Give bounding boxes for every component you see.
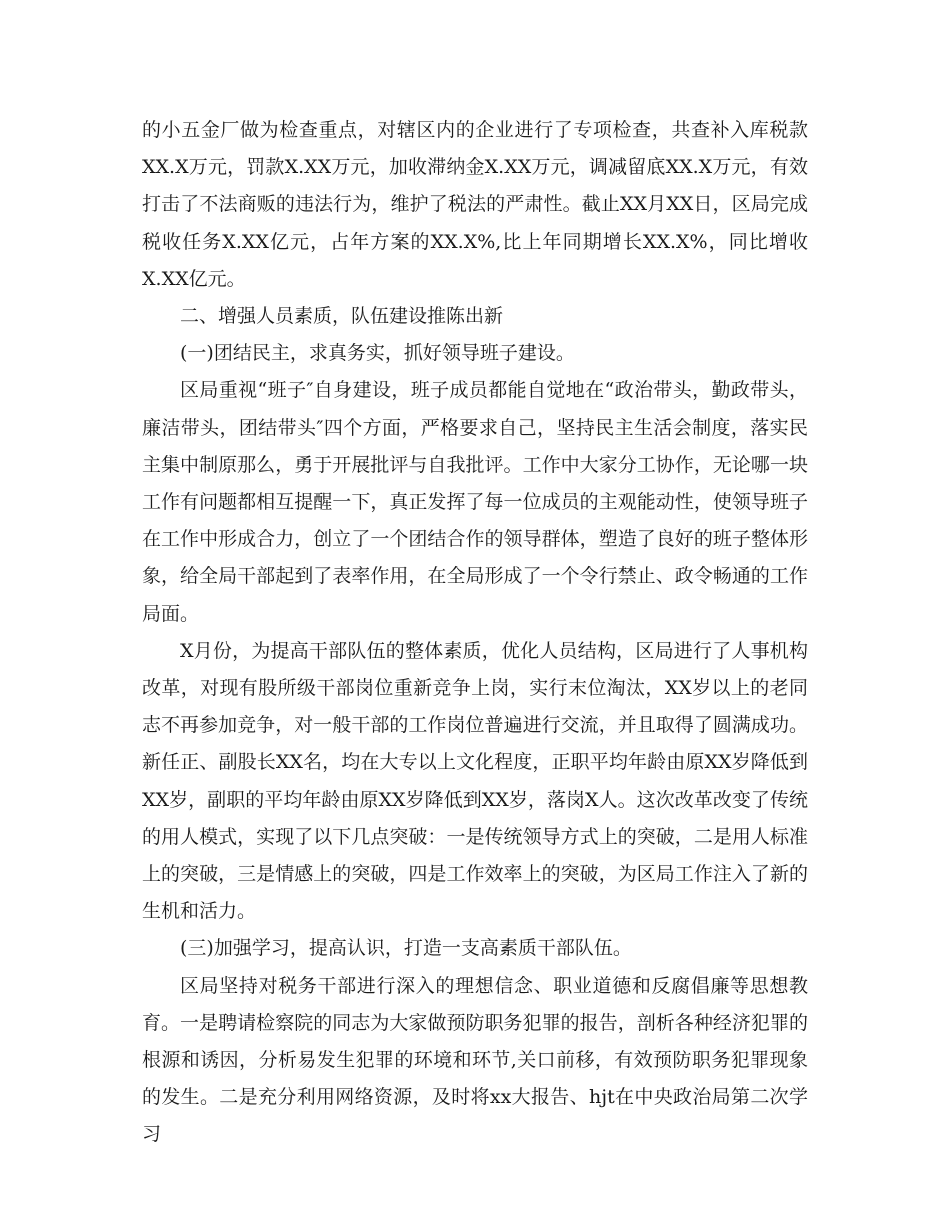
paragraph-tax-inspection: 的小五金厂做为检查重点，对辖区内的企业进行了专项检查，共查补入库税款XX.X万元，罚款X.XX万元，加收滞纳金X.XX万元，调减留底XX.X万元，有效打击了不法商贩的违法行为，维护了税法的严肃性。截止XX月XX日，区局完成税收任务X.XX亿元，占年方案的XX.X%,比上年同期增长XX.X%，同比增收X.XX亿元。 bbox=[142, 119, 808, 290]
document-body bbox=[142, 112, 808, 1154]
paragraph-education: 区局坚持对税务干部进行深入的理想信念、职业道德和反腐倡廉等思想教育。一是聘请检察院的同志为大家做预防职务犯罪的报告，剖析各种经济犯罪的根源和诱因，分析易发生犯罪的环境和环节,关口前移，有效预防职务犯罪现象的发生。二是充分利用网络资源，及时将xx大报告、hjt在中央政治局第二次学习 bbox=[142, 974, 808, 1146]
section-heading: 二、增强人员素质，队伍建设推陈出新 bbox=[180, 305, 504, 328]
paragraph-personnel-reform: X月份，为提高干部队伍的整体素质，优化人员结构，区局进行了人事机构改革，对现有股所级干部岗位重新竞争上岗，实行末位淘汰，XX岁以上的老同志不再参加竞争，对一般干部的工作岗位普遍进行交流，并且取得了圆满成功。新任正、副股长XX名，均在大专以上文化程度，正职平均年龄由原XX岁降低到XX岁，副职的平均年龄由原XX岁降低到XX岁，落岗X人。这次改革改变了传统的用人模式，实现了以下几点突破：一是传统领导方式上的突破，二是用人标准上的突破，三是情感上的突破，四是工作效率上的突破，为区局工作注入了新的生机和活力。 bbox=[142, 639, 808, 923]
paragraph-leadership: 区局重视“班子″自身建设，班子成员都能自觉地在“政治带头，勤政带头，廉洁带头，团结带头″四个方面，严格要求自己，坚持民主生活会制度，落实民主集中制原那么，勇于开展批评与自我批评。工作中大家分工协作，无论哪一块工作有问题都相互提醒一下，真正发挥了每一位成员的主观能动性，使领导班子在工作中形成合力，创立了一个团结合作的领导群体，塑造了良好的班子整体形象，给全局干部起到了表率作用，在全局形成了一个令行禁止、政令畅通的工作局面。 bbox=[142, 379, 808, 625]
subsection-heading: (三)加强学习，提高认识，打造一支高素质干部队伍。 bbox=[180, 937, 632, 960]
subsection-heading: (一)团结民主，求真务实，抓好领导班子建设。 bbox=[180, 342, 575, 365]
